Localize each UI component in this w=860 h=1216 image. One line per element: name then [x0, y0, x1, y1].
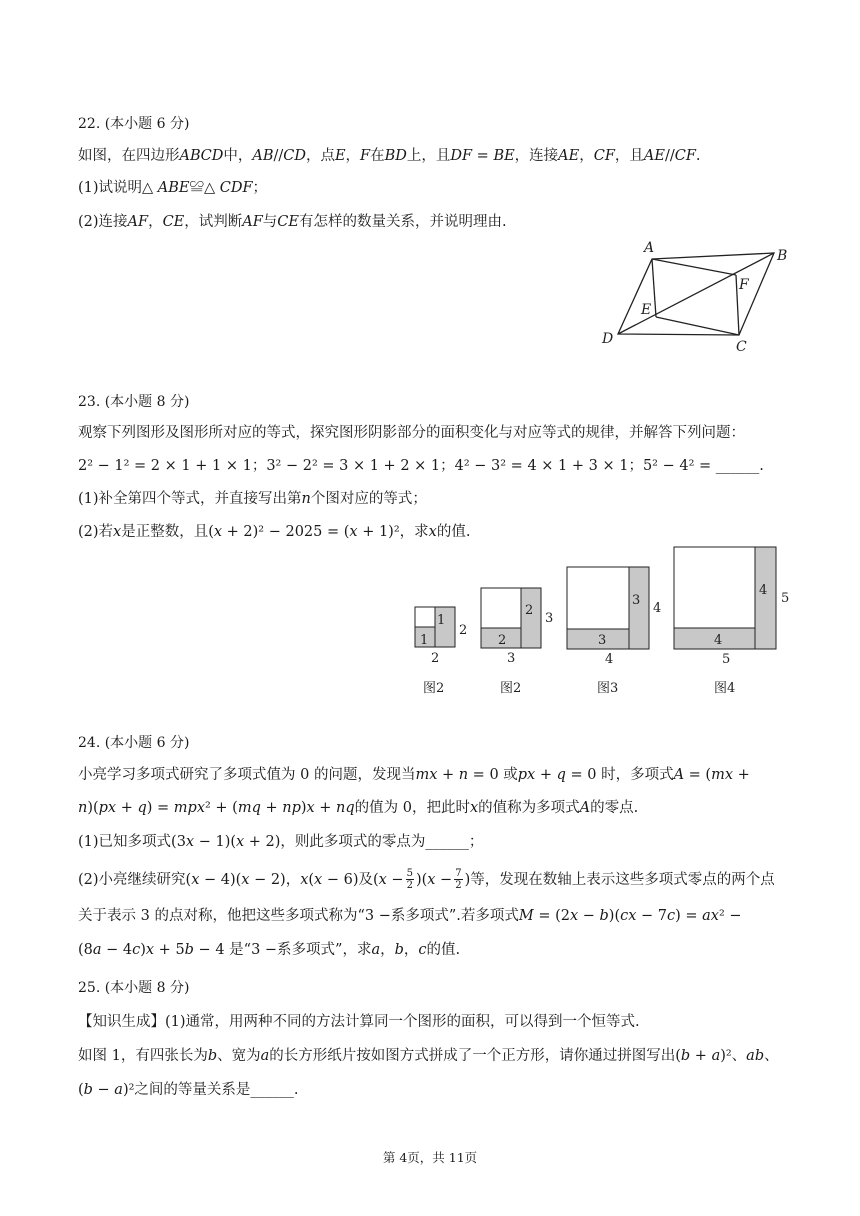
- q22-stem: 如图，在四边形𝐴𝐵𝐶𝐷中，𝐴𝐵//𝐶𝐷，点𝐸，𝐹在𝐵𝐷上，且𝐷𝐹 = 𝐵𝐸，连接𝐴𝐸，𝐶𝐹，且𝐴𝐸//𝐶𝐹.: [78, 148, 701, 164]
- q22-part1: (1)试说明△ 𝐴𝐵𝐸≌△ 𝐶𝐷𝐹；: [78, 180, 268, 196]
- fig4-base-label: 5: [722, 652, 731, 667]
- segment-af: [652, 259, 736, 275]
- q23-part2: (2)若𝑥是正整数，且(𝑥 + 2)² − 2025 = (𝑥 + 1)²，求𝑥的值.: [78, 524, 471, 540]
- fig1-side-label: 2: [459, 623, 468, 638]
- fraction-7-2-den: 2: [455, 880, 462, 891]
- q24-part2-line1: [78, 868, 775, 891]
- q25-line1: 【知识生成】(1)通常，用两种不同的方法计算同一个图形的面积，可以得到一个恒等式.: [78, 1014, 640, 1030]
- fraction-5-2-num: 5: [406, 868, 413, 879]
- fig4-bottom-label: 4: [714, 633, 723, 648]
- label-a: A: [644, 240, 655, 256]
- q24-part1: (1)已知多项式(3𝑥 − 1)(𝑥 + 2)，则此多项式的零点为______；: [78, 834, 484, 850]
- label-c: C: [736, 339, 747, 355]
- fig2-base-label: 3: [507, 651, 516, 666]
- q23-stem: 观察下列图形及图形所对应的等式，探究图形阴影部分的面积变化与对应等式的规律，并解答下列问题：: [78, 425, 745, 441]
- q23-figure-1: [415, 607, 467, 696]
- fig3-right-label: 3: [632, 593, 641, 608]
- fig1-right-label: 1: [437, 613, 446, 628]
- fig1-base-label: 2: [431, 651, 440, 666]
- q24-stem-line1: 小亮学习多项式研究了多项式值为 0 的问题，发现当𝑚𝑥 + 𝑛 = 0 或𝑝𝑥 + 𝑞 = 0 时，多项式𝐴 = (𝑚𝑥 +: [78, 767, 750, 783]
- label-b: B: [777, 248, 788, 264]
- segment-ce: [656, 317, 739, 335]
- fraction-7-2: [454, 868, 462, 891]
- fig2-side-label: 3: [545, 611, 554, 626]
- q22-heading: 22. (本小题 6 分): [78, 116, 190, 132]
- fraction-5-2-den: 2: [406, 880, 413, 891]
- fig4-caption: 图4: [714, 681, 736, 696]
- q23-figure-3: [567, 567, 661, 696]
- label-d: D: [602, 331, 614, 347]
- label-f: F: [739, 277, 749, 293]
- q24-part2-line2: 关于表示 3 的点对称，他把这些多项式称为“3 −系多项式”.若多项式𝑀 = (2𝑥 − 𝑏)(𝑐𝑥 − 7𝑐) = 𝑎𝑥² −: [78, 908, 742, 924]
- fraction-7-2-num: 7: [455, 868, 462, 879]
- fraction-5-2: [406, 868, 414, 891]
- q24-heading: 24. (本小题 6 分): [78, 735, 190, 751]
- q22-part2: (2)连接𝐴𝐹，𝐶𝐸，试判断𝐴𝐹与𝐶𝐸有怎样的数量关系，并说明理由.: [78, 214, 507, 230]
- q23-heading: 23. (本小题 8 分): [78, 394, 190, 410]
- fig1-caption: 图2: [423, 681, 445, 696]
- fig3-side-label: 4: [653, 601, 662, 616]
- diagonal-bd: [618, 253, 774, 334]
- q24-part2-text-c: )等，发现在数轴上表示这些多项式零点的两个点: [464, 871, 775, 888]
- segment-ae: [652, 259, 656, 317]
- q23-equations: 2² − 1² = 2 × 1 + 1 × 1；3² − 2² = 3 × 1 + 2 × 1；4² − 3² = 4 × 1 + 3 × 1；5² − 4² = ______.: [78, 458, 764, 474]
- q22-figure: [596, 240, 796, 355]
- q24-part2-line3: (8𝑎 − 4𝑐)𝑥 + 5𝑏 − 4 是“3 −系多项式”，求𝑎，𝑏，𝑐的值.: [78, 942, 461, 958]
- fig3-caption: 图3: [597, 681, 619, 696]
- q24-part2-text-a: (2)小亮继续研究(𝑥 − 4)(𝑥 − 2)，𝑥(𝑥 − 6)及(𝑥 −: [78, 871, 404, 888]
- fig4-side-label: 5: [781, 591, 790, 606]
- q25-line2: 如图 1，有四张长为𝑏、宽为𝑎的长方形纸片按如图方式拼成了一个正方形，请你通过拼图写出(𝑏 + 𝑎)²、𝑎𝑏、: [78, 1048, 779, 1064]
- q25-heading: 25. (本小题 8 分): [78, 980, 190, 996]
- fig3-bottom-label: 3: [598, 633, 607, 648]
- q24-part2-text-b: )(𝑥 −: [415, 871, 453, 888]
- q24-stem-line2: 𝑛)(𝑝𝑥 + 𝑞) = 𝑚𝑝𝑥² + (𝑚𝑞 + 𝑛𝑝)𝑥 + 𝑛𝑞的值为 0，把此时𝑥的值称为多项式𝐴的零点.: [78, 800, 639, 816]
- fig4-right-label: 4: [759, 583, 768, 598]
- fig3-base-label: 4: [605, 652, 614, 667]
- q23-figures: [405, 540, 805, 700]
- fig1-bottom-label: 1: [420, 633, 429, 648]
- q23-figure-2: [481, 588, 553, 696]
- fig2-bottom-label: 2: [498, 633, 507, 648]
- page-footer: 第 4页，共 11页: [382, 1150, 478, 1165]
- q23-figure-4: [674, 547, 789, 696]
- fig2-caption: 图2: [500, 681, 522, 696]
- label-e: E: [641, 302, 652, 318]
- q23-part1: (1)补全第四个等式，并直接写出第𝑛个图对应的等式；: [78, 491, 427, 507]
- fig2-right-label: 2: [525, 603, 534, 618]
- q25-line3: (𝑏 − 𝑎)²之间的等量关系是______.: [78, 1082, 299, 1098]
